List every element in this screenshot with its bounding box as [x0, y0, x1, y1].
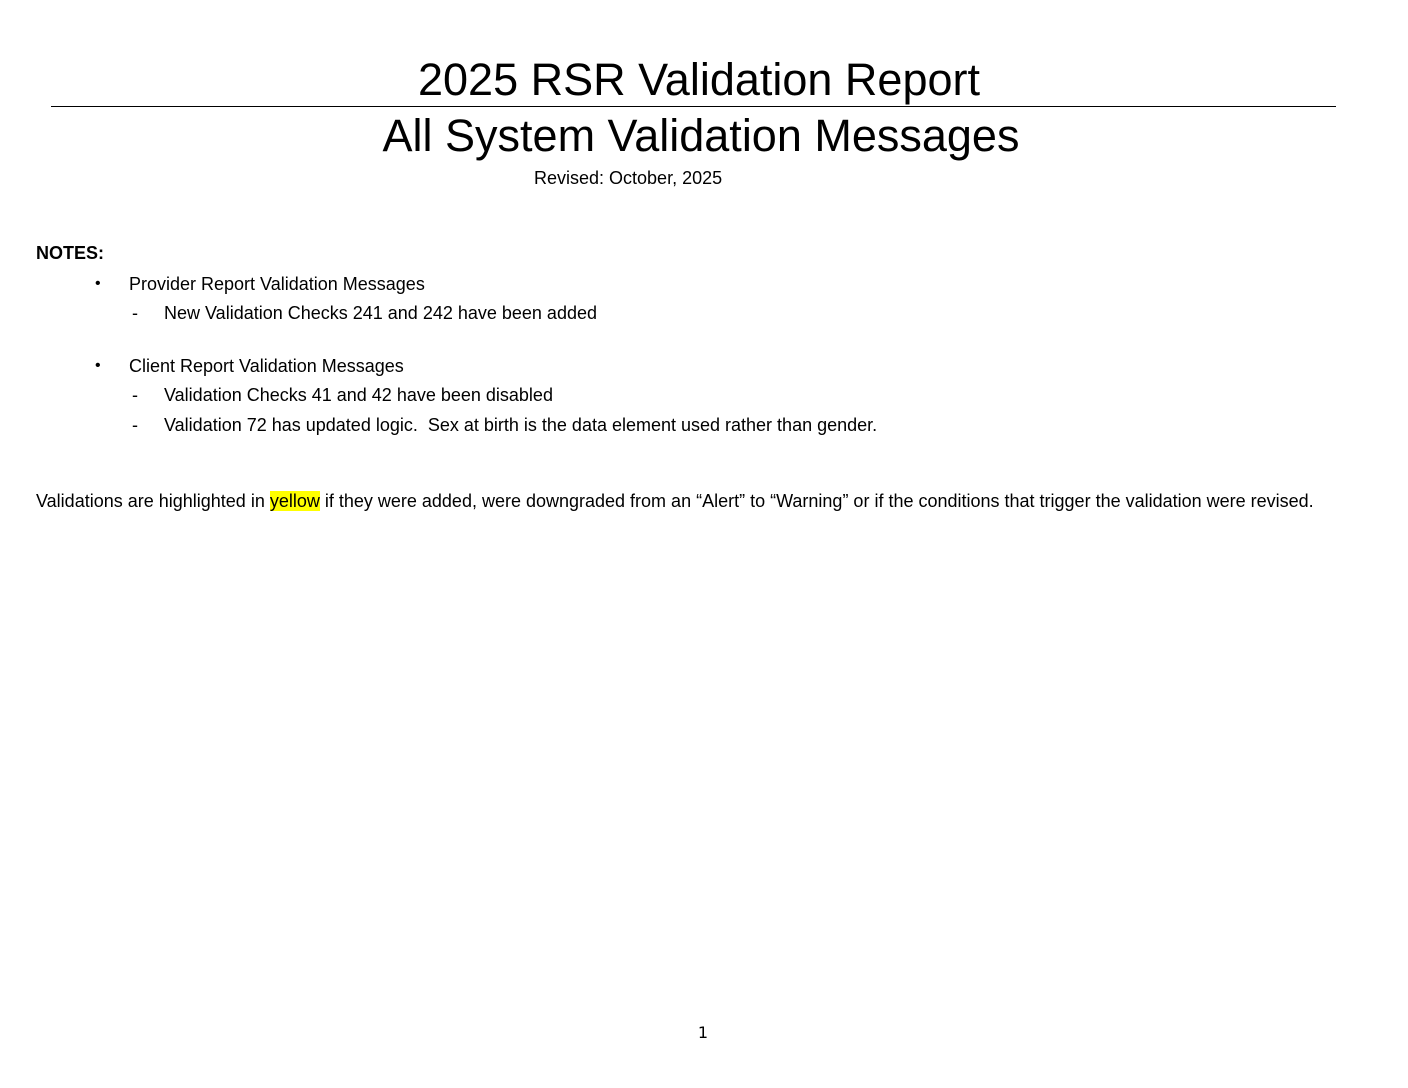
title-divider [51, 106, 1336, 107]
notes-item: Validation Checks 41 and 42 have been disabled [164, 385, 553, 405]
legend-text-after: if they were added, were downgraded from an “Alert” to “Warning” or if the conditions that trigger the validation were revised. [319, 491, 1314, 511]
dash-icon: - [132, 415, 138, 435]
dash-icon: - [132, 385, 138, 405]
page-number: 1 [697, 1023, 709, 1042]
dash-icon: - [132, 303, 138, 323]
highlight-sample: yellow [269, 491, 320, 511]
legend-text-before: Validations are highlighted in [36, 491, 270, 511]
notes-item: Validation 72 has updated logic. Sex at birth is the data element used rather than gender. [164, 415, 878, 435]
revised-date: Revised: October, 2025 [534, 168, 723, 188]
notes-section-client: Client Report Validation Messages [129, 356, 404, 376]
notes-heading: NOTES: [36, 243, 105, 263]
bullet-icon: • [95, 357, 101, 374]
report-subtitle: All System Validation Messages [382, 110, 1020, 161]
report-title: 2025 RSR Validation Report [418, 54, 980, 105]
notes-section-provider: Provider Report Validation Messages [129, 274, 425, 294]
notes-item: New Validation Checks 241 and 242 have been added [164, 303, 597, 323]
highlight-legend-paragraph [36, 489, 1336, 514]
bullet-icon: • [95, 275, 101, 292]
